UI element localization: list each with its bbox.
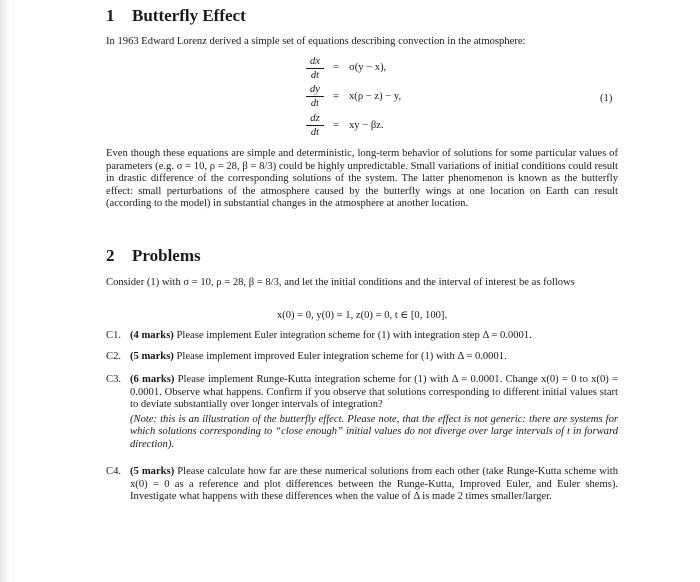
problem-c4-tag: C4.	[106, 466, 122, 477]
eq1-derivative: $\frac{dx}{dt}$	[306, 56, 324, 81]
problem-c3-marks: (6 marks)	[130, 374, 175, 385]
problem-c3-tag: C3.	[106, 374, 122, 385]
section-1-paragraph: Even though these equations are simple and deterministic, long-term behavior of solutions for some particular values of parameters (e.g. σ = 10, ρ = 28, β = 8/3) could be highly unpredictable. Small variations of initial conditions could result in drastic difference of the corresponding solutions of the system. The latter phenomenon is known as the butterfly effect: small perturbations of the atmosphere caused by the butterfly wings at one location on Earth can result (according to the model) in substantial changes in the atmosphere at another location.	[106, 148, 618, 210]
section-1-title: Butterfly Effect	[132, 6, 246, 25]
problem-c1	[106, 330, 618, 343]
eq3-derivative: $\frac{dz}{dt}$	[306, 113, 324, 138]
eq3-rhs: xy − βz.	[349, 120, 384, 131]
problem-c4-marks: (5 marks)	[130, 466, 175, 477]
section-1-intro: In 1963 Edward Lorenz derived a simple set of equations describing convection in the atmosphere:	[106, 36, 526, 47]
problem-c2-tag: C2.	[106, 351, 122, 362]
eq3-equals: =	[333, 120, 339, 131]
problem-c4	[106, 466, 618, 504]
problem-c2-marks: (5 marks)	[130, 351, 174, 362]
equation-number: (1)	[600, 93, 613, 104]
section-1-heading	[106, 6, 246, 26]
problem-c3-text: Please implement Runge-Kutta integration scheme for (1) with Δ = 0.0001. Change x(0) = 0 to x(0) = 0.0001. Observe what happens. Confirm if you observe that solutions corresponding to different initial values start to deviate substantially over longer intervals of integration?	[130, 374, 618, 411]
problem-c2	[106, 351, 618, 364]
section-2-number: 2	[106, 246, 115, 265]
eq1-equals: =	[333, 62, 339, 73]
eq1-rhs: σ(y − x),	[349, 62, 387, 73]
initial-conditions: x(0) = 0, y(0) = 1, z(0) = 0, t ∈ [0, 100].	[276, 310, 448, 321]
section-2-intro: Consider (1) with σ = 10, ρ = 28, β = 8/3, and let the initial conditions and the interval of interest be as follows	[106, 277, 575, 288]
section-2-title: Problems	[132, 246, 201, 265]
problem-c1-marks: (4 marks)	[130, 330, 174, 341]
problem-c4-text: Please calculate how far are these numerical solutions from each other (take Runge-Kutta scheme with x(0) = 0 as a reference and plot differences between the Runge-Kutta, Improved Euler, and Euler shems). Investigate what happens with these differences when the value of Δ is made 2 times smaller/larger.	[130, 466, 618, 503]
section-2-heading	[106, 246, 201, 266]
problem-c1-tag: C1.	[106, 330, 122, 341]
section-1-number: 1	[106, 6, 115, 25]
problem-c1-text: Please implement Euler integration scheme for (1) with integration step Δ = 0.0001.	[173, 330, 532, 341]
eq2-derivative: $\frac{dy}{dt}$	[306, 84, 324, 109]
eq2-equals: =	[333, 91, 339, 102]
problem-c3	[106, 374, 618, 452]
eq2-rhs: x(ρ − z) − y,	[349, 91, 402, 102]
problem-c3-note: (Note: this is an illustration of the butterfly effect. Please note, that the effect is not generic: there are systems for which solutions corresponding to “close enough” initial values do not diverge over large intervals of t in forward direction).	[130, 413, 618, 450]
problem-c2-text: Please implement improved Euler integration scheme for (1) with Δ = 0.0001.	[173, 351, 507, 362]
